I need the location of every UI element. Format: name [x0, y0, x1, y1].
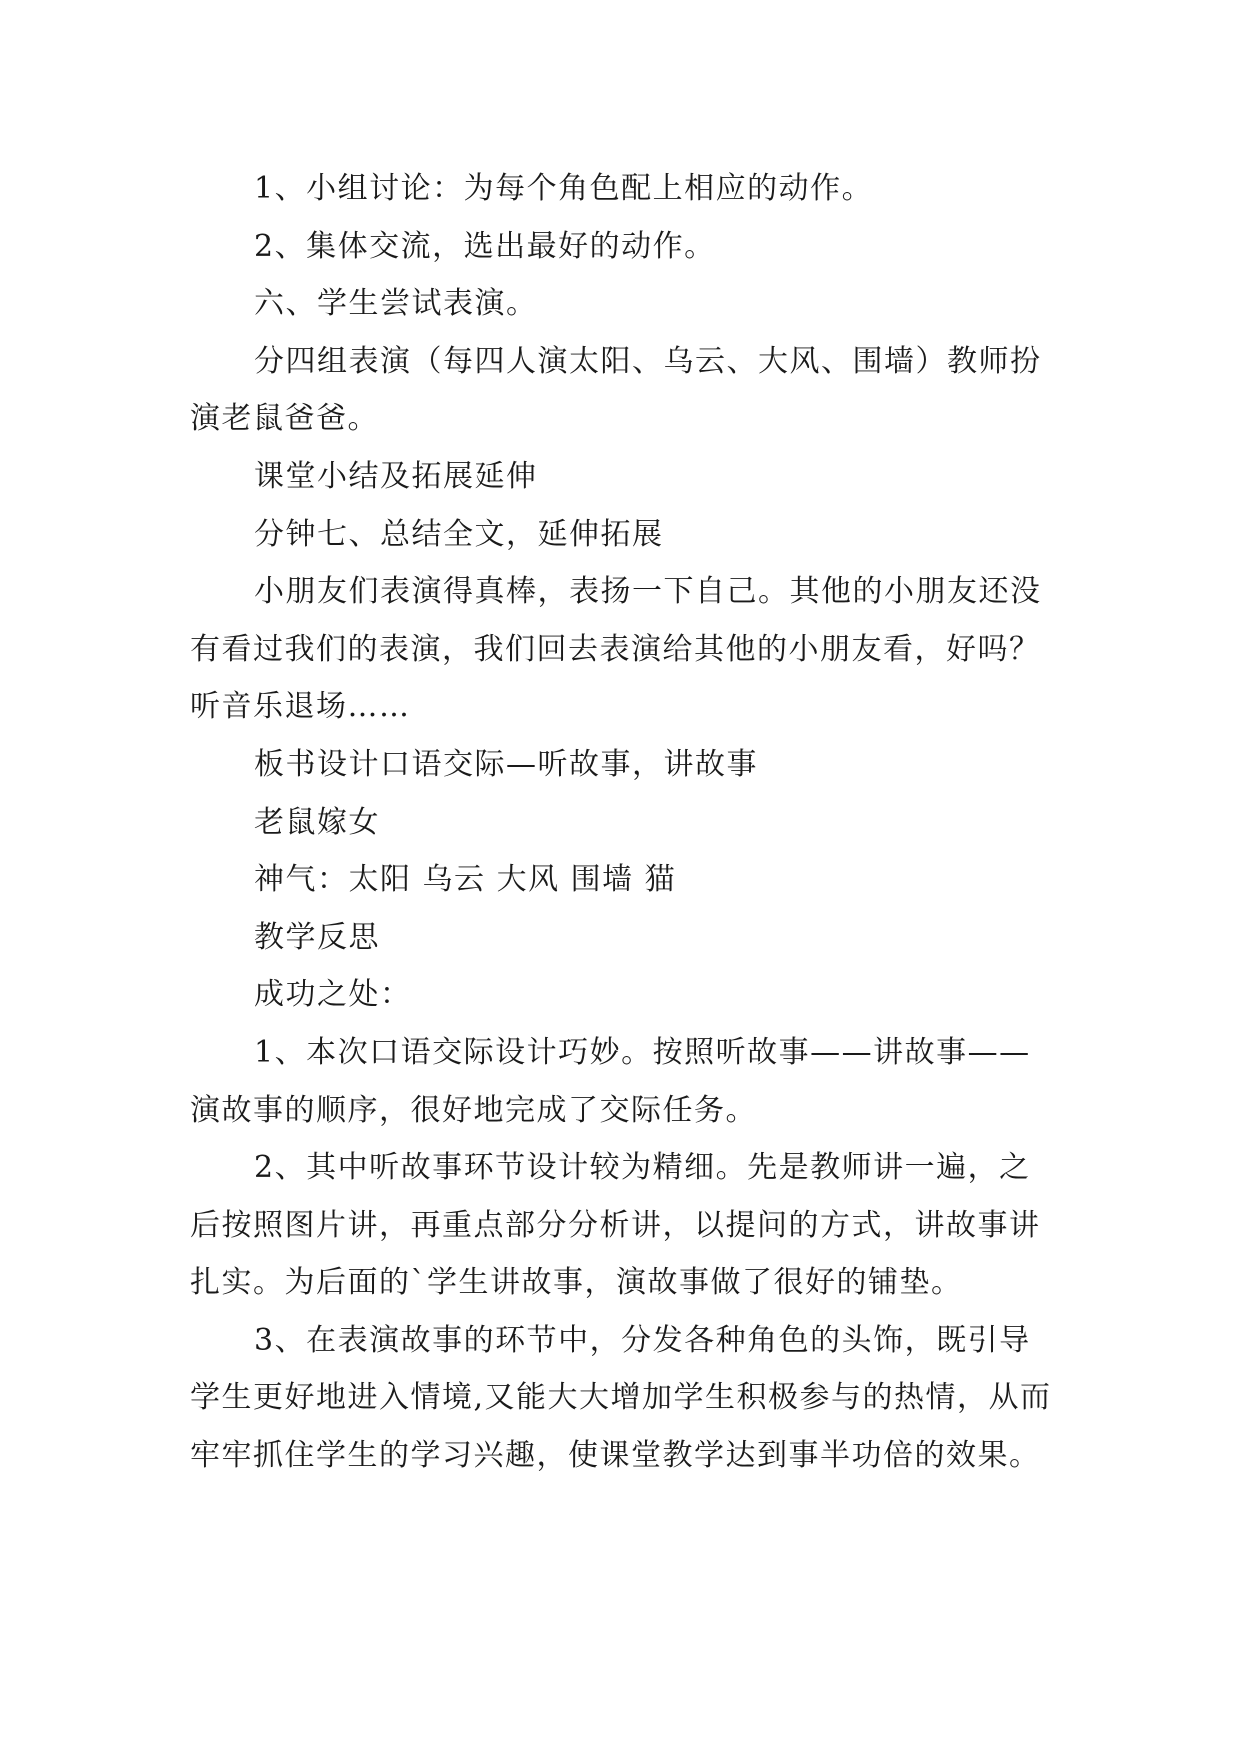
paragraph-characters: 神气：太阳 乌云 大风 围墙 猫 — [254, 862, 677, 898]
paragraph-group-roles: 分四组表演（每四人演太阳、乌云、大风、围墙）教师扮演老鼠爸爸。 — [190, 343, 1042, 437]
paragraph-success-three: 3、在表演故事的环节中，分发各种角色的头饰，既引导学生更好地进入情境,又能大大增加学生积极参与的热情，从而牢牢抓住学生的学习兴趣，使课堂教学达到事半功倍的效果。 — [190, 1322, 1052, 1474]
paragraph-success-one: 1、本次口语交际设计巧妙。按照听故事——讲故事——演故事的顺序，很好地完成了交际任务。 — [190, 1034, 1031, 1128]
paragraph-success-heading: 成功之处： — [254, 977, 412, 1013]
paragraph-reflection-heading: 教学反思 — [254, 919, 380, 955]
document-body — [190, 160, 1052, 1485]
paragraph-board-design: 板书设计口语交际—听故事，讲故事 — [254, 746, 758, 782]
paragraph-summary-heading: 课堂小结及拓展延伸 — [254, 458, 538, 494]
paragraph-collective-exchange: 2、集体交流，选出最好的动作。 — [254, 228, 716, 264]
paragraph-student-performance: 六、学生尝试表演。 — [254, 286, 538, 322]
paragraph-story-title: 老鼠嫁女 — [254, 804, 380, 840]
paragraph-success-two: 2、其中听故事环节设计较为精细。先是教师讲一遍，之后按照图片讲，再重点部分分析讲，以提问的方式，讲故事讲扎实。为后面的`学生讲故事，演故事做了很好的铺垫。 — [190, 1150, 1041, 1301]
paragraph-praise: 小朋友们表演得真棒，表扬一下自己。其他的小朋友还没有看过我们的表演，我们回去表演给其他的小朋友看，好吗？听音乐退场…… — [190, 574, 1042, 725]
paragraph-group-discussion: 1、小组讨论：为每个角色配上相应的动作。 — [254, 171, 874, 206]
paragraph-section-seven: 分钟七、总结全文，延伸拓展 — [254, 516, 664, 552]
